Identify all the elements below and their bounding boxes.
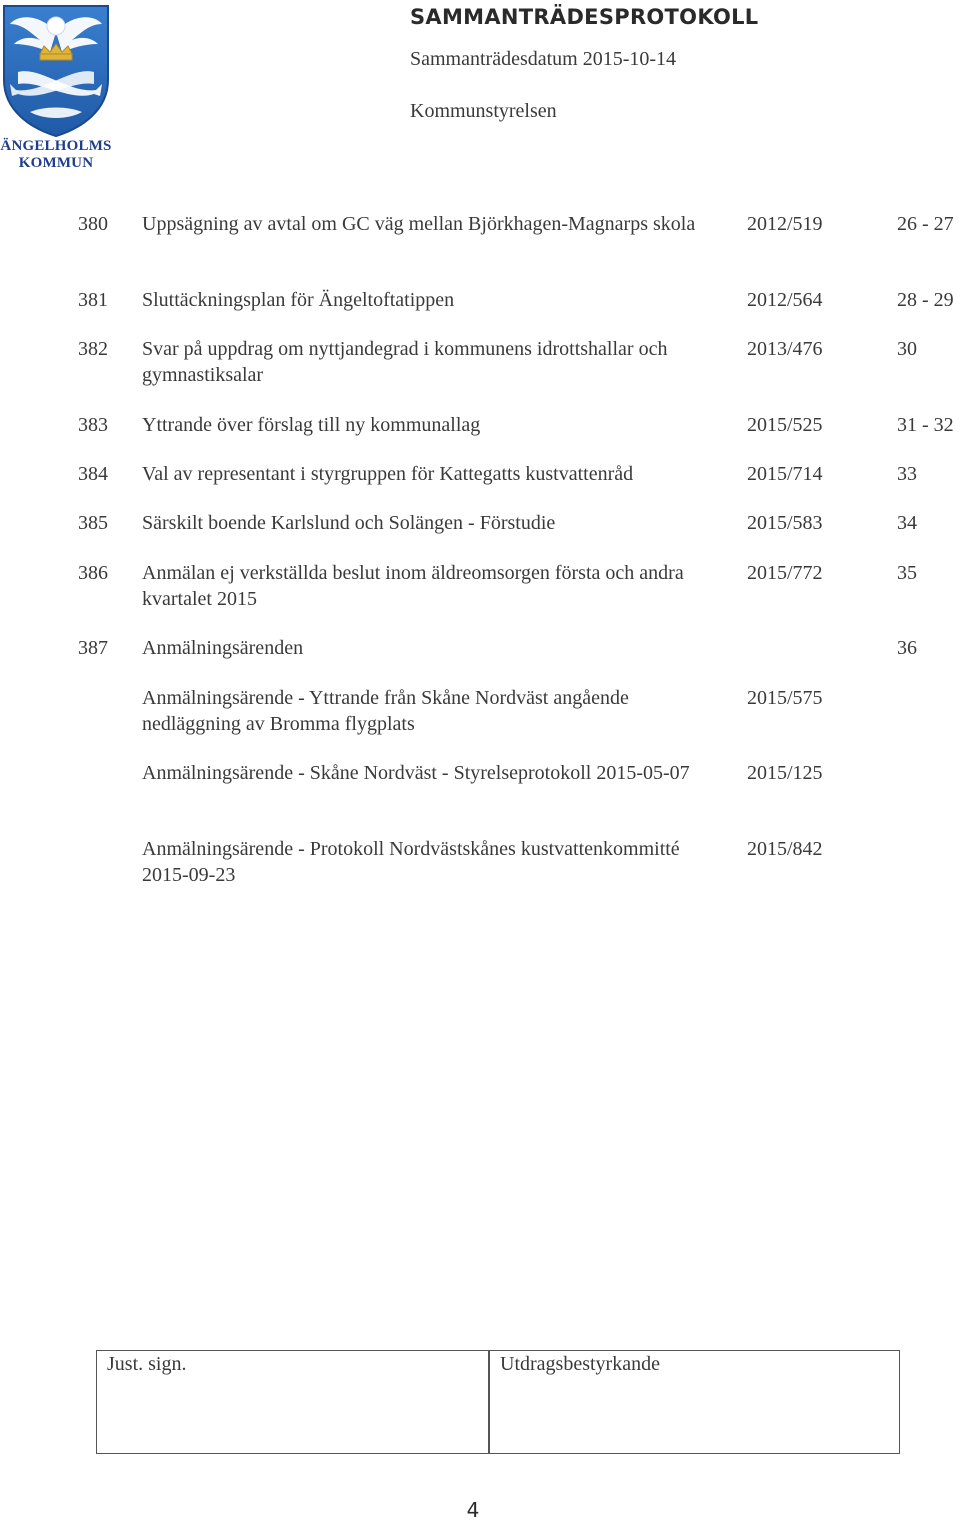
item-title: Anmälningsärende - Skåne Nordväst - Styrelseprotokoll 2015-05-07: [142, 762, 690, 784]
item-number: 384: [78, 463, 108, 485]
signature-box: [96, 1350, 900, 1454]
coat-of-arms-icon: [0, 2, 112, 140]
item-reference: 2013/476: [747, 338, 823, 360]
item-title: Anmälningsärenden: [142, 637, 304, 659]
signature-divider: [488, 1351, 490, 1453]
item-title: Anmälningsärende - Yttrande från Skåne Nordväst angående nedläggning av Bromma flygplats: [142, 687, 629, 735]
item-number: 382: [78, 338, 108, 360]
item-number: 381: [78, 289, 108, 311]
item-page: 26 - 27: [897, 213, 954, 235]
item-number: 387: [78, 637, 108, 659]
item-reference: 2015/772: [747, 562, 823, 584]
item-page: 34: [897, 512, 917, 534]
item-reference: 2015/525: [747, 414, 823, 436]
item-reference: 2015/575: [747, 687, 823, 709]
item-title: Anmälan ej verkställda beslut inom äldreomsorgen första och andra kvartalet 2015: [142, 562, 684, 610]
item-title: Svar på uppdrag om nyttjandegrad i kommunens idrottshallar och gymnastiksalar: [142, 338, 668, 386]
document-title: SAMMANTRÄDESPROTOKOLL: [410, 5, 759, 29]
organ-name: Kommunstyrelsen: [410, 100, 557, 122]
item-title: Val av representant i styrgruppen för Kattegatts kustvattenråd: [142, 463, 634, 485]
item-title: Uppsägning av avtal om GC väg mellan Björkhagen-Magnarps skola: [142, 213, 696, 235]
logo-text-line1: ÄNGELHOLMS: [0, 138, 112, 154]
item-reference: 2015/842: [747, 838, 823, 860]
item-number: 383: [78, 414, 108, 436]
page-number: 4: [466, 1498, 480, 1522]
meeting-date: Sammanträdesdatum 2015-10-14: [410, 48, 677, 70]
adjuster-signature-label: Just. sign.: [107, 1353, 187, 1375]
item-reference: 2012/564: [747, 289, 823, 311]
item-page: 33: [897, 463, 917, 485]
item-number: 385: [78, 512, 108, 534]
item-title: Yttrande över förslag till ny kommunallag: [142, 414, 481, 436]
item-reference: 2015/125: [747, 762, 823, 784]
item-reference: 2012/519: [747, 213, 823, 235]
item-reference: 2015/714: [747, 463, 823, 485]
item-page: 30: [897, 338, 917, 360]
item-page: 31 - 32: [897, 414, 954, 436]
item-number: 380: [78, 213, 108, 235]
item-page: 28 - 29: [897, 289, 954, 311]
item-title: Sluttäckningsplan för Ängeltoftatippen: [142, 289, 455, 311]
item-page: 35: [897, 562, 917, 584]
extract-certification-label: Utdragsbestyrkande: [500, 1353, 660, 1375]
item-title: Anmälningsärende - Protokoll Nordvästskånes kustvattenkommitté 2015-09-23: [142, 838, 680, 886]
item-reference: 2015/583: [747, 512, 823, 534]
item-page: 36: [897, 637, 917, 659]
logo-text-line2: KOMMUN: [18, 155, 94, 171]
item-number: 386: [78, 562, 108, 584]
municipality-logo: [0, 2, 112, 172]
item-title: Särskilt boende Karlslund och Solängen - Förstudie: [142, 512, 556, 534]
